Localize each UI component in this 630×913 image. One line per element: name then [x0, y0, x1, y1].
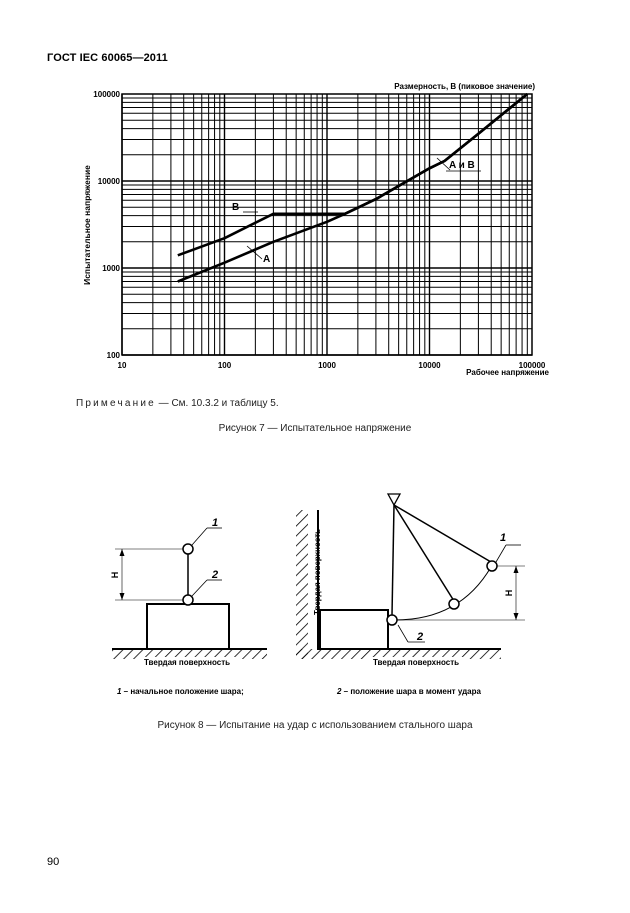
x-tick-label: 1000 — [318, 361, 336, 370]
page-number: 90 — [47, 856, 60, 868]
y-tick-label: 100000 — [93, 90, 120, 99]
leader-1-left — [192, 528, 207, 545]
marker-1-right: 1 — [500, 532, 507, 544]
chart-top-label: Размерность, В (пиковое значение) — [394, 82, 535, 91]
leader-1-right — [496, 545, 506, 562]
series-line-a — [178, 94, 528, 282]
marker-1-left: 1 — [212, 517, 219, 529]
x-tick-label: 10000 — [418, 361, 441, 370]
pivot-icon — [388, 494, 400, 505]
figure8-left-diagram — [110, 517, 267, 668]
test-voltage-chart — [82, 82, 550, 377]
wall-hatch — [296, 510, 308, 659]
y-axis-title: Испытательное напряжение — [82, 165, 92, 285]
string-initial — [394, 505, 491, 562]
marker-2-right: 2 — [417, 631, 424, 643]
string-mid — [394, 505, 454, 601]
ball-impact-right — [387, 615, 397, 625]
dim-arrow-bottom — [120, 593, 125, 600]
figure7-caption: Рисунок 7 — Испытательное напряжение — [218, 423, 412, 434]
leader-2-right — [398, 625, 408, 642]
annotation-a-and-b: A и B — [449, 160, 475, 171]
surface-label-right: Твердая поверхность — [372, 658, 460, 667]
ball-initial-left — [183, 544, 193, 554]
figure8-caption: Рисунок 8 — Испытание на удар с использованием стального шара — [157, 720, 473, 731]
y-tick-labels — [93, 90, 120, 360]
x-tick-label: 100000 — [518, 361, 546, 370]
ball-mid-right — [449, 599, 459, 609]
sample-block-right — [320, 610, 388, 649]
legend-item-2: 2 – положение шара в момент удара — [337, 687, 481, 696]
ball-impact-left — [183, 595, 193, 605]
dim-arrow-top — [120, 549, 125, 556]
note-label: Примечание — [76, 398, 156, 409]
x-tick-label: 10 — [117, 361, 127, 370]
annotation-b: B — [232, 202, 240, 213]
figure8-right-diagram — [296, 494, 525, 668]
marker-2-left: 2 — [212, 569, 219, 581]
leader-2-left — [192, 580, 207, 596]
swing-arc — [395, 567, 491, 620]
series-line-b — [178, 94, 528, 255]
sample-block-left — [147, 604, 229, 649]
y-tick-label: 10000 — [97, 177, 120, 186]
note-text: — См. 10.3.2 и таблицу 5. — [155, 398, 279, 409]
surface-label-left: Твердая поверхность — [143, 658, 231, 667]
legend-item-1: 1 – начальное положение шара; — [117, 687, 244, 696]
chart-grid-vertical — [122, 94, 527, 355]
annotation-a: A — [263, 254, 271, 265]
x-tick-label: 100 — [217, 361, 232, 370]
document-header: ГОСТ IEC 60065—2011 — [47, 52, 168, 64]
wall-label: Твердая поверхность — [313, 528, 322, 616]
figure7-note — [76, 398, 279, 409]
y-tick-label: 1000 — [102, 264, 120, 273]
string-impact — [392, 505, 394, 615]
x-axis-title: Рабочее напряжение — [466, 368, 549, 377]
h-label-right: H — [504, 589, 514, 597]
series-layer — [178, 94, 528, 282]
y-tick-label: 100 — [106, 351, 120, 360]
ball-initial-right — [487, 561, 497, 571]
h-label-left: H — [110, 571, 120, 579]
